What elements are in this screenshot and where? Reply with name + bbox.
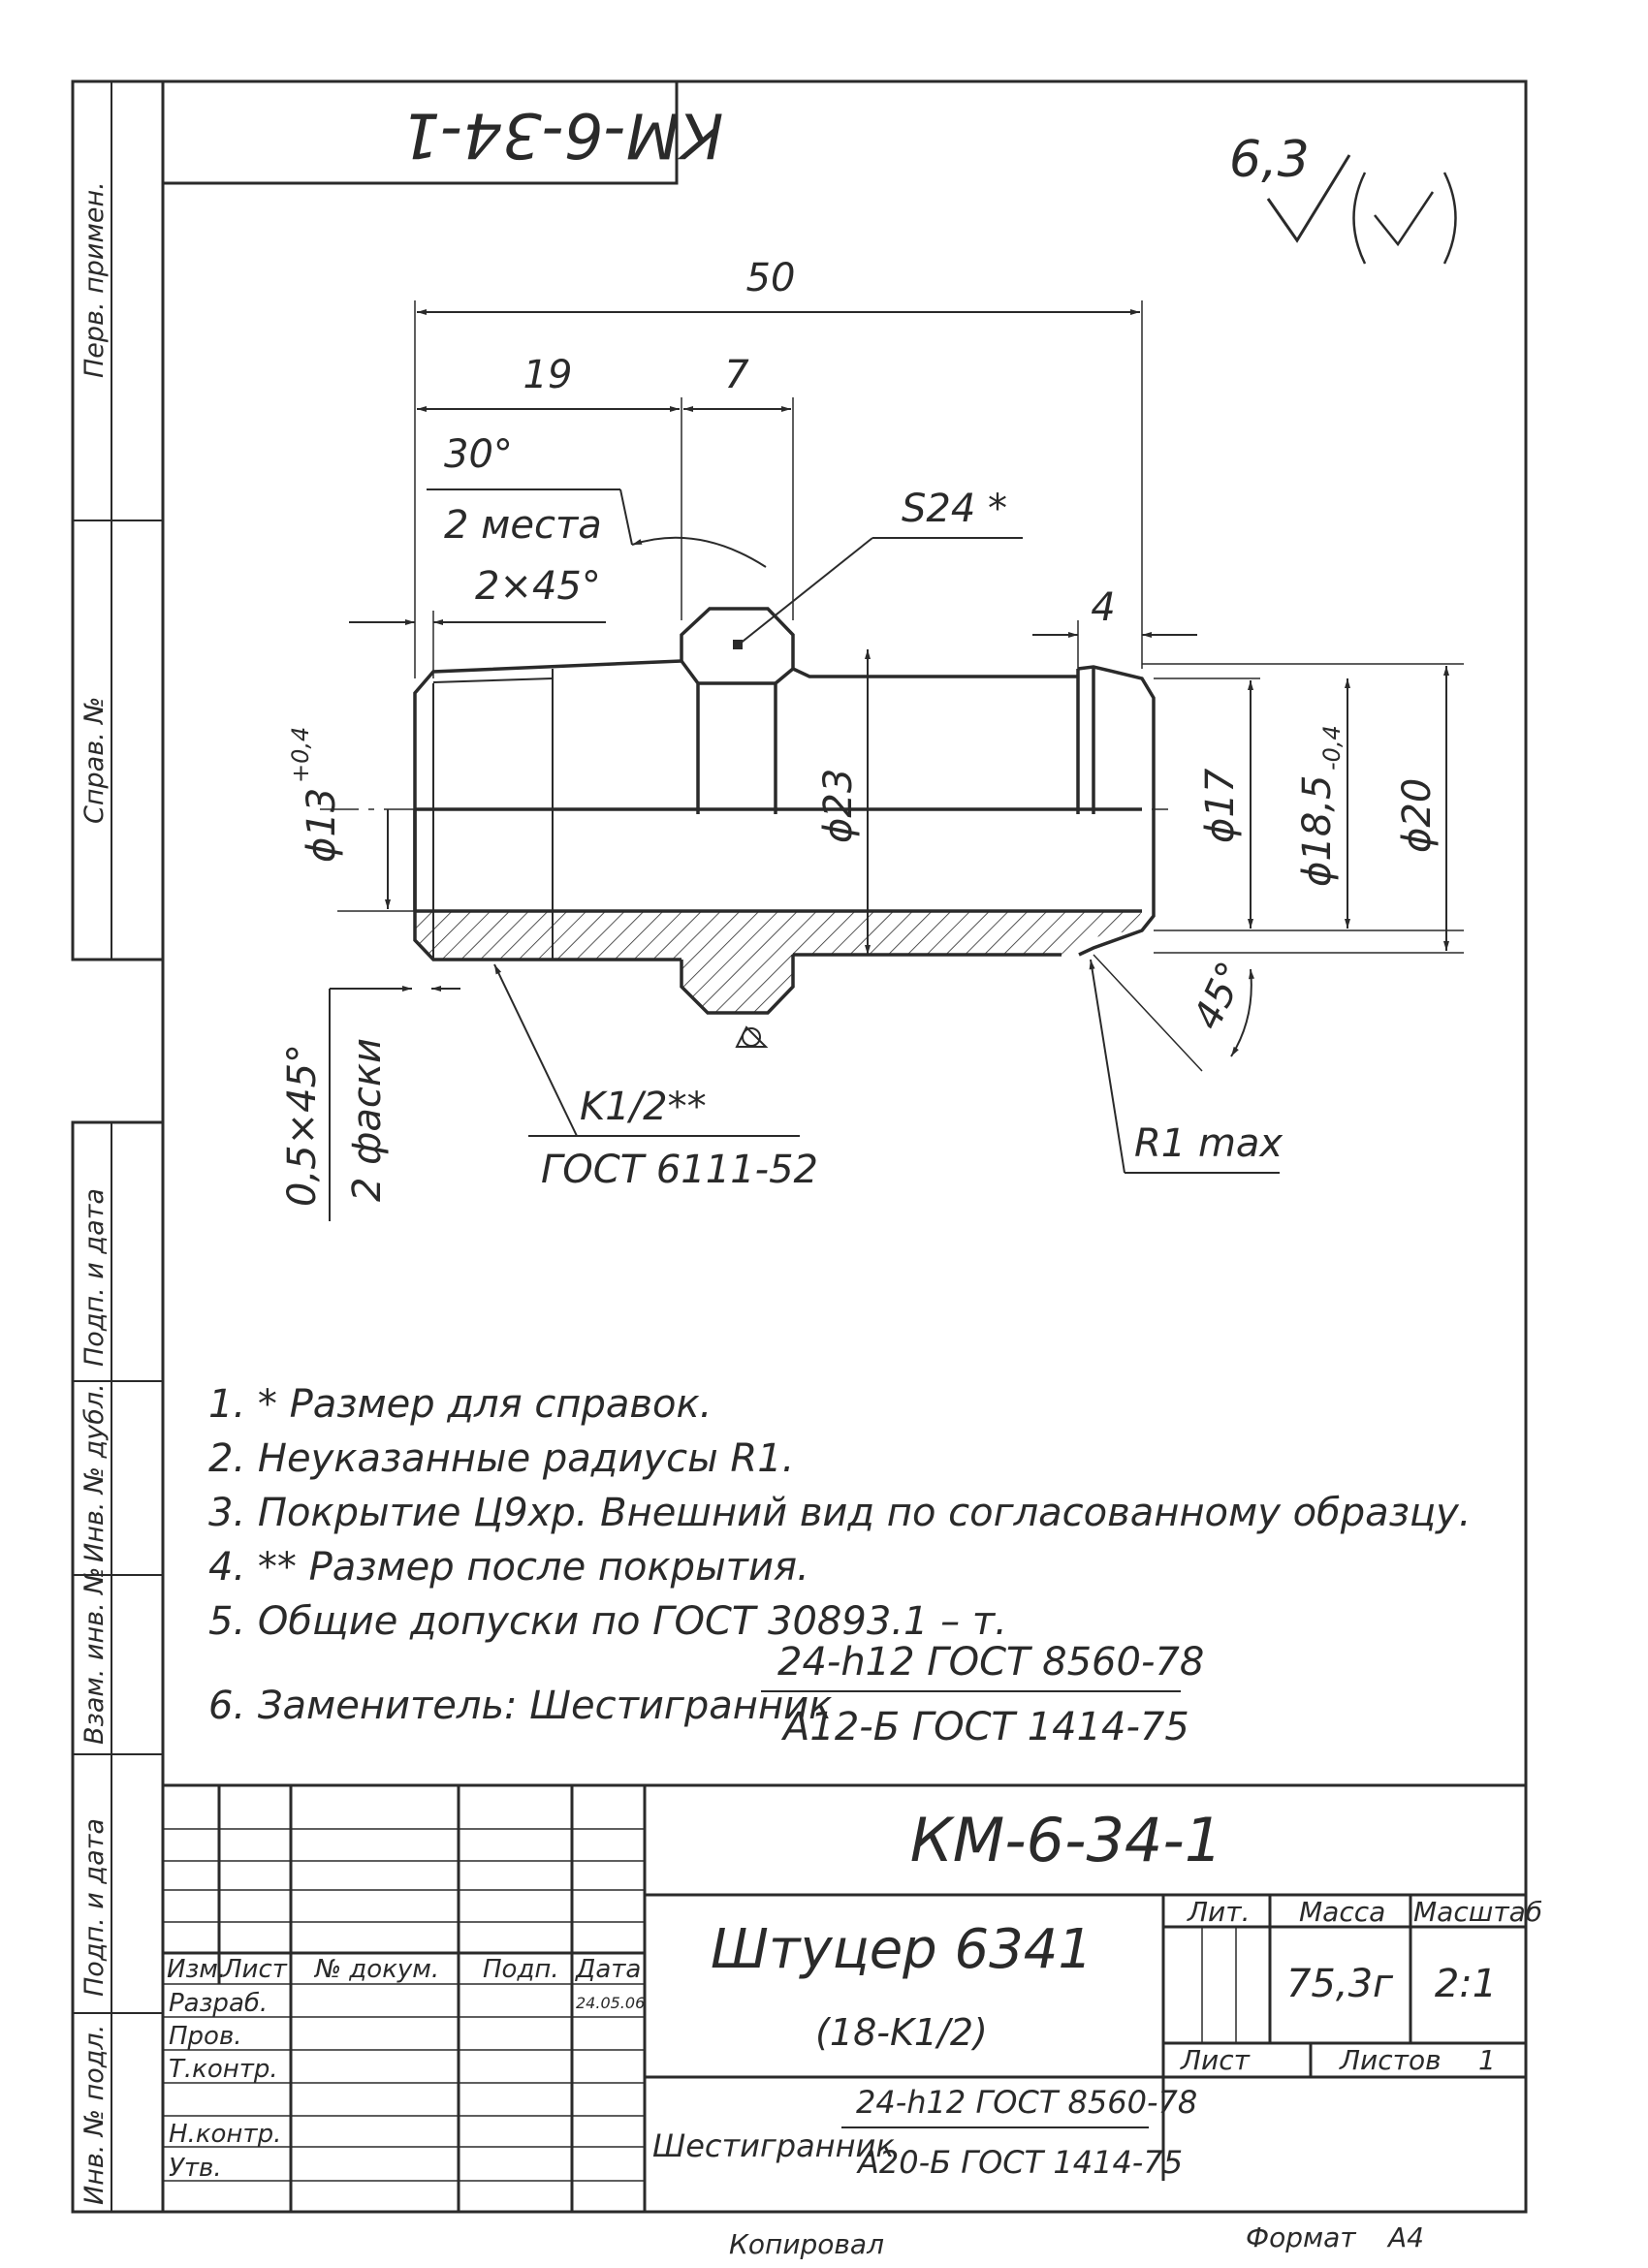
col-data: Дата bbox=[576, 1955, 642, 1984]
note-6-numerator: 24-h12 ГОСТ 8560-78 bbox=[777, 1640, 1205, 1685]
base-mark bbox=[737, 1027, 766, 1047]
dim-dia-18-5: ϕ18,5 bbox=[1295, 774, 1340, 887]
material-prefix: Шестигранник bbox=[652, 2127, 895, 2164]
side-labels bbox=[79, 181, 110, 2205]
doc-code-rotated: КМ-6-34-1 bbox=[400, 98, 724, 171]
technical-notes bbox=[208, 1382, 1472, 1749]
dim-dia-13: ϕ13 bbox=[300, 787, 344, 863]
title-part-name: Штуцер 6341 bbox=[710, 1918, 1093, 1981]
label-sheets: Листов bbox=[1340, 2044, 1442, 2076]
dim-dia-17: ϕ17 bbox=[1198, 768, 1243, 843]
label-masshtab: Масштаб bbox=[1413, 1896, 1543, 1928]
date-value: 24.05.06 bbox=[576, 1994, 646, 2012]
dim-4: 4 bbox=[1091, 585, 1116, 630]
dim-50: 50 bbox=[745, 256, 796, 300]
roughness-value: 6,3 bbox=[1229, 131, 1310, 189]
note-6-prefix: 6. Заменитель: Шестигранник bbox=[208, 1684, 833, 1728]
note-5: 5. Общие допуски по ГОСТ 30893.1 – т. bbox=[208, 1599, 1007, 1644]
title-part-sub: (18-K1/2) bbox=[815, 2011, 988, 2054]
label-inv-dubl: Инв. № дубл. bbox=[79, 1383, 110, 1562]
dim-chamfer-2x45: 2×45° bbox=[475, 564, 601, 609]
label-massa: Масса bbox=[1299, 1896, 1386, 1928]
note-6-denominator: А12-Б ГОСТ 1414-75 bbox=[783, 1705, 1189, 1749]
footer-format-value: А4 bbox=[1388, 2221, 1424, 2253]
dim-2-places: 2 места bbox=[444, 503, 602, 548]
dim-chamfer-05: 0,5×45° bbox=[280, 1043, 325, 1207]
role-prov: Пров. bbox=[169, 2022, 242, 2051]
label-podp-data-2: Подп. и дата bbox=[79, 1818, 110, 1997]
scale-value: 2:1 bbox=[1434, 1962, 1498, 2006]
col-izm: Изм. bbox=[167, 1955, 227, 1984]
label-sheet: Лист bbox=[1181, 2044, 1250, 2076]
label-lit: Лит. bbox=[1188, 1896, 1251, 1928]
material-denominator: А20-Б ГОСТ 1414-75 bbox=[858, 2144, 1184, 2181]
role-nkontr: Н.контр. bbox=[169, 2120, 282, 2149]
role-tkontr: Т.контр. bbox=[169, 2055, 278, 2084]
title-doc-code: КМ-6-34-1 bbox=[909, 1805, 1223, 1875]
roughness-symbol bbox=[1229, 131, 1456, 264]
dim-angle-30: 30° bbox=[444, 432, 513, 477]
dim-s24: S24 * bbox=[902, 487, 1008, 531]
footer-copied: Копировал bbox=[729, 2228, 884, 2260]
dim-dia-18-5-tol: -0,4 bbox=[1318, 725, 1346, 771]
footer-format-label: Формат bbox=[1246, 2221, 1356, 2253]
section-hatch bbox=[415, 911, 1142, 1013]
dimensions bbox=[280, 256, 1464, 1221]
title-block bbox=[163, 1785, 1542, 2212]
role-razrab: Разраб. bbox=[169, 1989, 269, 2018]
footer bbox=[729, 2221, 1424, 2260]
massa-value: 75,3г bbox=[1285, 1962, 1394, 2006]
label-inv-podl: Инв. № подл. bbox=[79, 2024, 110, 2205]
dim-thread-gost: ГОСТ 6111-52 bbox=[541, 1148, 818, 1192]
dim-r1-max: R1 max bbox=[1134, 1121, 1284, 1166]
dim-19: 19 bbox=[523, 353, 573, 397]
dim-2-chamfers: 2 фаски bbox=[345, 1037, 390, 1202]
dim-dia-20: ϕ20 bbox=[1395, 777, 1440, 853]
dim-7: 7 bbox=[724, 353, 749, 397]
note-2: 2. Неуказанные радиусы R1. bbox=[208, 1436, 795, 1481]
note-3: 3. Покрытие Ц9хр. Внешний вид по согласованному образцу. bbox=[208, 1491, 1472, 1535]
label-podp-data-1: Подп. и дата bbox=[79, 1188, 110, 1367]
label-perv-primen: Перв. примен. bbox=[79, 181, 110, 378]
paren-open bbox=[1354, 173, 1366, 264]
part-drawing bbox=[320, 609, 1168, 1047]
role-utv: Утв. bbox=[169, 2154, 222, 2183]
col-podp: Подп. bbox=[483, 1955, 559, 1984]
sheets-value: 1 bbox=[1478, 2044, 1496, 2076]
paren-close bbox=[1444, 173, 1456, 264]
dim-dia-23: ϕ23 bbox=[816, 768, 861, 843]
material-numerator: 24-h12 ГОСТ 8560-78 bbox=[856, 2084, 1198, 2121]
dim-thread: K1/2** bbox=[580, 1085, 707, 1129]
note-4: 4. ** Размер после покрытия. bbox=[208, 1545, 809, 1590]
col-dokum: № докум. bbox=[315, 1955, 440, 1984]
note-1: 1. * Размер для справок. bbox=[208, 1382, 713, 1427]
label-vzam-inv: Взам. инв. № bbox=[79, 1566, 110, 1745]
label-sprav-no: Справ. № bbox=[79, 696, 110, 824]
dim-angle-45: 45° bbox=[1185, 955, 1255, 1037]
dim-dia-13-tol: +0,4 bbox=[287, 726, 314, 783]
col-list: Лист bbox=[223, 1955, 287, 1984]
